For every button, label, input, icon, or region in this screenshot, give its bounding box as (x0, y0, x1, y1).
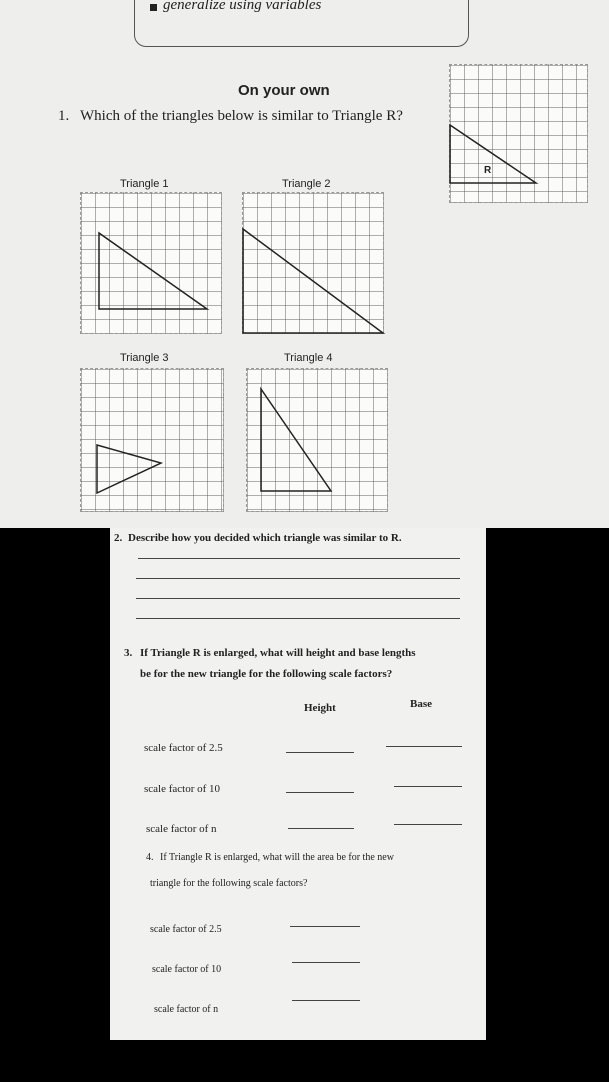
triangle-4-label: Triangle 4 (284, 352, 333, 364)
triangle-r-shape (450, 65, 587, 202)
triangle-3-shape (81, 369, 223, 511)
triangle-3-grid (80, 368, 224, 512)
q4-number: 4. (146, 852, 154, 863)
q3-col-height: Height (304, 702, 336, 714)
q3-row-3-label: scale factor of n (146, 823, 217, 835)
bullet-square-icon (150, 4, 157, 11)
q2-answer-line-2[interactable] (136, 578, 460, 579)
q3-row-2-height-blank[interactable] (286, 792, 354, 793)
q3-text-line-2: be for the new triangle for the following scale factors? (140, 668, 393, 680)
q2-answer-line-1[interactable] (138, 558, 460, 559)
q4-row-3-blank[interactable] (292, 1000, 360, 1001)
q3-row-1-height-blank[interactable] (286, 752, 354, 753)
triangle-r-grid (449, 64, 588, 203)
section-title: On your own (238, 82, 330, 99)
triangle-2-label: Triangle 2 (282, 178, 331, 190)
bullet-text: generalize using variables (163, 0, 322, 13)
q3-number: 3. (124, 647, 133, 659)
q3-row-2-base-blank[interactable] (394, 786, 462, 787)
q3-text-line-1: If Triangle R is enlarged, what will height and base lengths (140, 647, 416, 659)
triangle-1-label: Triangle 1 (120, 178, 169, 190)
triangle-4-grid (246, 368, 388, 512)
q2-text: Describe how you decided which triangle was similar to R. (128, 532, 402, 544)
q3-row-1-base-blank[interactable] (386, 746, 462, 747)
q1-text: Which of the triangles below is similar to Triangle R? (80, 108, 403, 124)
q2-answer-line-4[interactable] (136, 618, 460, 619)
q3-row-2-label: scale factor of 10 (144, 783, 221, 795)
q2-number: 2. (114, 532, 123, 544)
triangle-4-shape (247, 369, 387, 511)
q3-row-1-label: scale factor of 2.5 (144, 742, 223, 754)
triangle-2-grid (242, 192, 384, 334)
worksheet-bottom-page (110, 528, 486, 1040)
q2-answer-line-3[interactable] (136, 598, 460, 599)
q4-text-line-2: triangle for the following scale factors? (150, 878, 308, 889)
q3-col-base: Base (410, 698, 432, 710)
q4-text-line-1: If Triangle R is enlarged, what will the area be for the new (160, 852, 394, 863)
q4-row-3-label: scale factor of n (154, 1004, 219, 1015)
q4-row-1-label: scale factor of 2.5 (150, 924, 222, 935)
triangle-1-shape (81, 193, 221, 333)
q3-row-3-height-blank[interactable] (288, 828, 354, 829)
triangle-1-grid (80, 192, 222, 334)
q4-row-2-label: scale factor of 10 (152, 964, 222, 975)
triangle-r-label: R (484, 165, 492, 176)
triangle-2-shape (243, 193, 383, 333)
q4-row-2-blank[interactable] (292, 962, 360, 963)
q4-row-1-blank[interactable] (290, 926, 360, 927)
q3-row-3-base-blank[interactable] (394, 824, 462, 825)
q1-number: 1. (58, 108, 70, 124)
triangle-3-label: Triangle 3 (120, 352, 169, 364)
worksheet-top-page (0, 0, 609, 528)
